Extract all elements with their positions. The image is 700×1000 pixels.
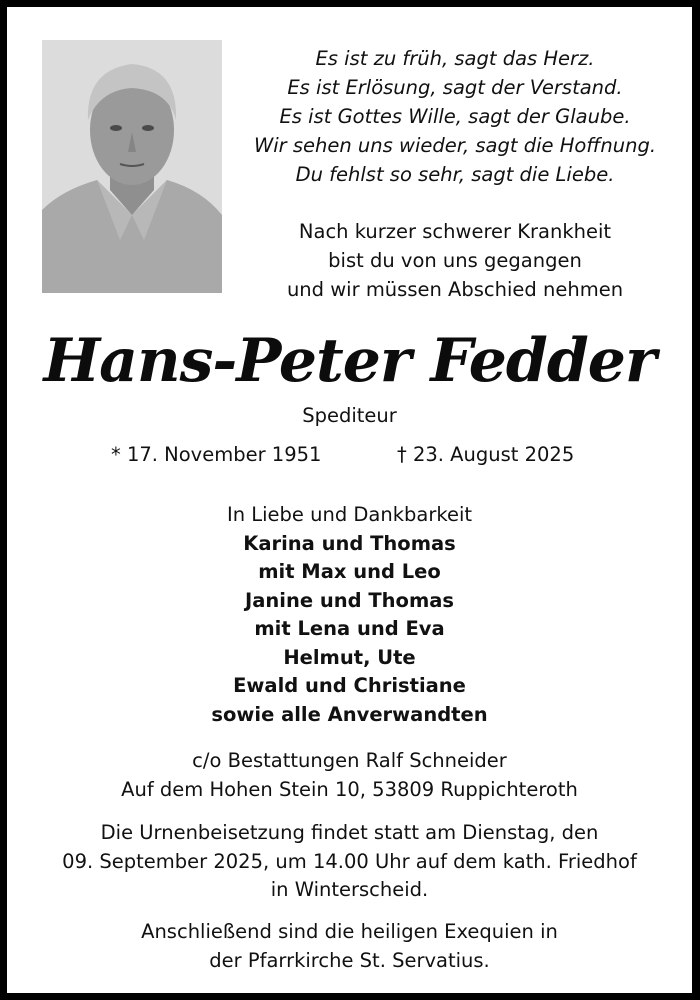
mass-line: Anschließend sind die heiligen Exequien in [141,920,558,943]
mass-line: der Pfarrkirche St. Servatius. [209,948,490,972]
burial-info [7,819,692,905]
address-line: Auf dem Hohen Stein 10, 53809 Ruppichteroth [121,777,578,801]
burial-line: 09. September 2025, um 14.00 Uhr auf dem kath. Friedhof [62,849,637,873]
mourner: mit Max und Leo [258,560,441,583]
deceased-name: Hans-Peter Fedder [43,326,656,396]
mourner: Janine und Thomas [244,588,455,612]
portrait-icon [42,40,222,293]
address-line: c/o Bestattungen Ralf Schneider [192,749,507,772]
obituary-notice [7,7,692,993]
intro-line: bist du von uns gegangen [328,249,582,272]
poem-line: Es ist zu früh, sagt das Herz. [315,47,595,70]
deceased-profession: Spediteur [302,404,397,427]
mourner: Helmut, Ute [283,645,416,669]
burial-line: in Winterscheid. [270,878,429,901]
intro-line: und wir müssen Abschied nehmen [286,278,624,301]
mourner: Ewald und Christiane [233,674,466,697]
family-section [7,501,692,729]
birth-date: * 17. November 1951 [111,443,322,466]
poem-line: Du fehlst so sehr, sagt die Liebe. [295,163,615,186]
poem [235,44,675,189]
burial-line: Die Urnenbeisetzung findet statt am Dienstag, den [100,821,599,844]
poem-line: Es ist Gottes Wille, sagt der Glaube. [279,105,631,128]
mass-info [7,918,692,975]
life-dates [7,440,692,470]
contact-address [7,747,692,804]
intro-line: Nach kurzer schwerer Krankheit [298,220,612,243]
poem-line: Es ist Erlösung, sagt der Verstand. [287,76,623,99]
mourner: Karina und Thomas [243,531,456,555]
mourner: mit Lena und Eva [254,617,445,640]
family-heading: In Liebe und Dankbarkeit [226,503,473,526]
death-date: † 23. August 2025 [397,443,575,466]
intro-text [235,217,675,304]
poem-line: Wir sehen uns wieder, sagt die Hoffnung. [253,134,657,157]
portrait-photo [42,40,222,293]
mourners-list [7,530,692,730]
mourner: sowie alle Anverwandten [211,702,488,726]
